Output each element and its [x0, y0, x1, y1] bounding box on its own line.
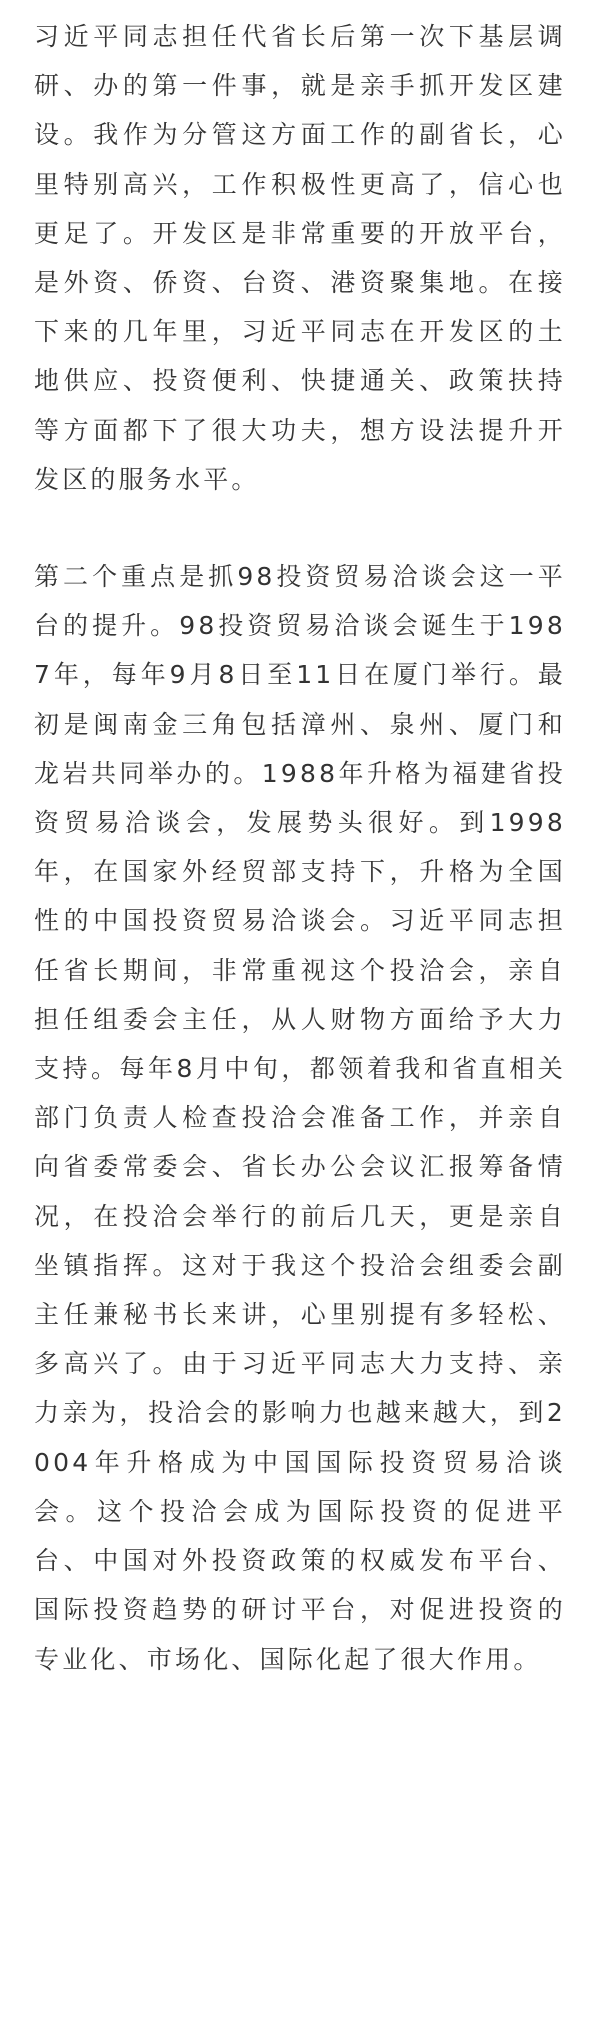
paragraph-investment-fair: 第二个重点是抓98投资贸易洽谈会这一平台的提升。98投资贸易洽谈会诞生于1987年，每年9月8日至11日在厦门举行。最初是闽南金三角包括漳州、泉州、厦门和龙岩共同举办的。1988年升格为福建省投资贸易洽谈会，发展势头很好。到1998年，在国家外经贸部支持下，升格为全国性的中国投资贸易洽谈会。习近平同志担任省长期间，非常重视这个投洽会，亲自担任组委会主任，从人财物方面给予大力支持。每年8月中旬，都领着我和省直相关部门负责人检查投洽会准备工作，并亲自向省委常委会、省长办公会议汇报筹备情况，在投洽会举行的前后几天，更是亲自坐镇指挥。这对于我这个投洽会组委会副主任兼秘书长来讲，心里别提有多轻松、多高兴了。由于习近平同志大力支持、亲力亲为，投洽会的影响力也越来越大，到2004年升格成为中国国际投资贸易洽谈会。这个投洽会成为国际投资的促进平台、中国对外投资政策的权威发布平台、国际投资趋势的研讨平台，对促进投资的专业化、市场化、国际化起了很大作用。	[34, 562, 566, 1674]
paragraph-development-zone: 习近平同志担任代省长后第一次下基层调研、办的第一件事，就是亲手抓开发区建设。我作为分管这方面工作的副省长，心里特别高兴，工作积极性更高了，信心也更足了。开发区是非常重要的开放平台，是外资、侨资、台资、港资聚集地。在接下来的几年里，习近平同志在开发区的土地供应、投资便利、快捷通关、政策扶持等方面都下了很大功夫，想方设法提升开发区的服务水平。	[34, 22, 566, 494]
